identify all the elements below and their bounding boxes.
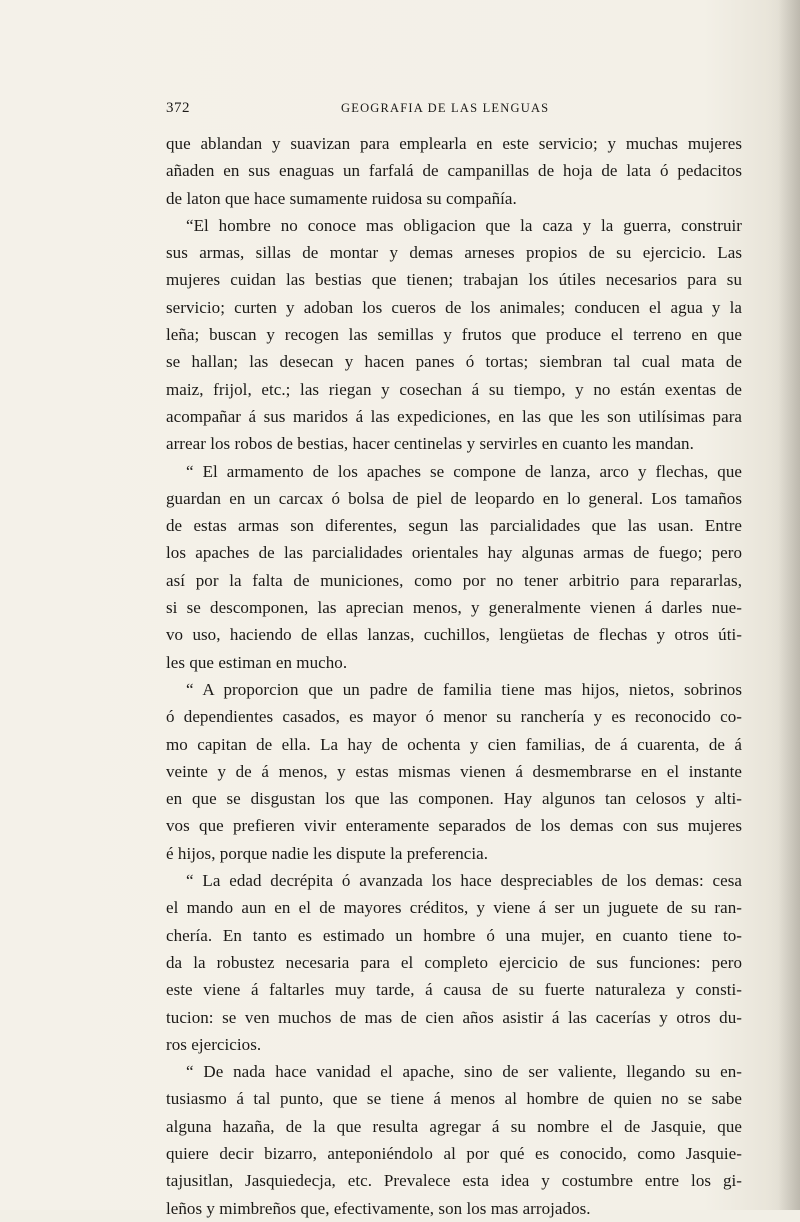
running-head: GEOGRAFIA DE LAS LENGUAS: [341, 101, 550, 115]
text-line: arrear los robos de bestias, hacer centinelas y servirles en cuanto les mandan.: [166, 434, 694, 454]
text-line: servicio; curten y adoban los cueros de los animales; conducen el agua y la: [166, 297, 742, 317]
text-line: veinte y de á menos, y estas mismas vienen á desmembrarse en el instante: [166, 761, 742, 781]
text-line: “ La edad decrépita ó avanzada los hace despreciables de los demas: cesa: [186, 871, 742, 891]
text-line: tajusitlan, Jasquiedecja, etc. Prevalece esta idea y costumbre entre los gi-: [166, 1171, 742, 1191]
text-line: les que estiman en mucho.: [166, 652, 348, 672]
text-line: mo capitan de ella. La hay de ochenta y cien familias, de á cuarenta, de á: [166, 734, 742, 754]
text-line: acompañar á sus maridos á las expediciones, en las que les son utilísimas para: [166, 406, 742, 426]
text-line: los apaches de las parcialidades orientales hay algunas armas de fuego; pero: [166, 543, 742, 563]
text-line: guardan en un carcax ó bolsa de piel de leopardo en lo general. Los tamaños: [166, 488, 742, 508]
text-line: alguna hazaña, de la que resulta agregar á su nombre el de Jasquie, que: [166, 1116, 742, 1136]
text-line: vo uso, haciendo de ellas lanzas, cuchillos, lengüetas de flechas y otros úti-: [166, 625, 742, 645]
page-edge-shadow: [778, 0, 800, 1210]
text-line: chería. En tanto es estimado un hombre ó una mujer, en cuanto tiene to-: [166, 925, 742, 945]
text-line: “ A proporcion que un padre de familia tiene mas hijos, nietos, sobrinos: [186, 679, 742, 699]
text-line: de laton que hace sumamente ruidosa su compañía.: [166, 188, 517, 208]
text-line: este viene á faltarles muy tarde, á causa de su fuerte naturaleza y consti-: [166, 980, 742, 1000]
text-line: ó dependientes casados, es mayor ó menor su ranchería y es reconocido co-: [166, 707, 742, 727]
text-line: vos que prefieren vivir enteramente separados de los demas con sus mujeres: [166, 816, 742, 836]
text-line: de estas armas son diferentes, segun las parcialidades que las usan. Entre: [166, 516, 742, 536]
text-line: que ablandan y suavizan para emplearla en este servicio; y muchas mujeres: [166, 134, 742, 153]
page-number: 372: [166, 100, 190, 116]
text-line: maiz, frijol, etc.; las riegan y cosechan á su tiempo, y no están exentas de: [166, 379, 742, 399]
text-line: tucion: se ven muchos de mas de cien años asistir á las cacerías y otros du-: [166, 1007, 742, 1027]
text-line: da la robustez necesaria para el completo ejercicio de sus funciones: pero: [166, 952, 742, 972]
text-line: sus armas, sillas de montar y demas arneses propios de su ejercicio. Las: [166, 243, 742, 263]
text-line: mujeres cuidan las bestias que tienen; trabajan los útiles necesarios para su: [166, 270, 742, 290]
text-line: “ El armamento de los apaches se compone de lanza, arco y flechas, que: [186, 461, 742, 481]
text-line: en que se disgustan los que las componen. Hay algunos tan celosos y alti-: [166, 789, 742, 809]
text-line: así por la falta de municiones, como por no tener arbitrio para repararlas,: [166, 570, 742, 590]
text-line: se hallan; las desecan y hacen panes ó tortas; siembran tal cual mata de: [166, 352, 742, 372]
text-line: el mando aun en el de mayores créditos, y viene á ser un juguete de su ran-: [166, 898, 742, 918]
body-text: [166, 130, 742, 1222]
text-line: si se descomponen, las aprecian menos, y generalmente vienen á darles nue-: [166, 598, 742, 618]
text-line: añaden en sus enaguas un farfalá de campanillas de hoja de lata ó pedacitos: [166, 161, 742, 181]
text-line: leños y mimbreños que, efectivamente, son los mas arrojados.: [166, 1198, 591, 1218]
text-line: é hijos, porque nadie les dispute la preferencia.: [166, 843, 489, 863]
text-line: quiere decir bizarro, anteponiéndolo al por qué es conocido, como Jasquie-: [166, 1143, 742, 1163]
page-header: [166, 100, 736, 124]
text-line: ros ejercicios.: [166, 1034, 262, 1054]
text-paragraphs: [166, 130, 742, 1222]
text-line: leña; buscan y recogen las semillas y frutos que produce el terreno en que: [166, 325, 742, 345]
text-line: “ De nada hace vanidad el apache, sino de ser valiente, llegando su en-: [186, 1062, 742, 1082]
text-line: tusiasmo á tal punto, que se tiene á menos al hombre de quien no se sabe: [166, 1089, 742, 1109]
text-line: “El hombre no conoce mas obligacion que la caza y la guerra, construir: [186, 215, 742, 235]
